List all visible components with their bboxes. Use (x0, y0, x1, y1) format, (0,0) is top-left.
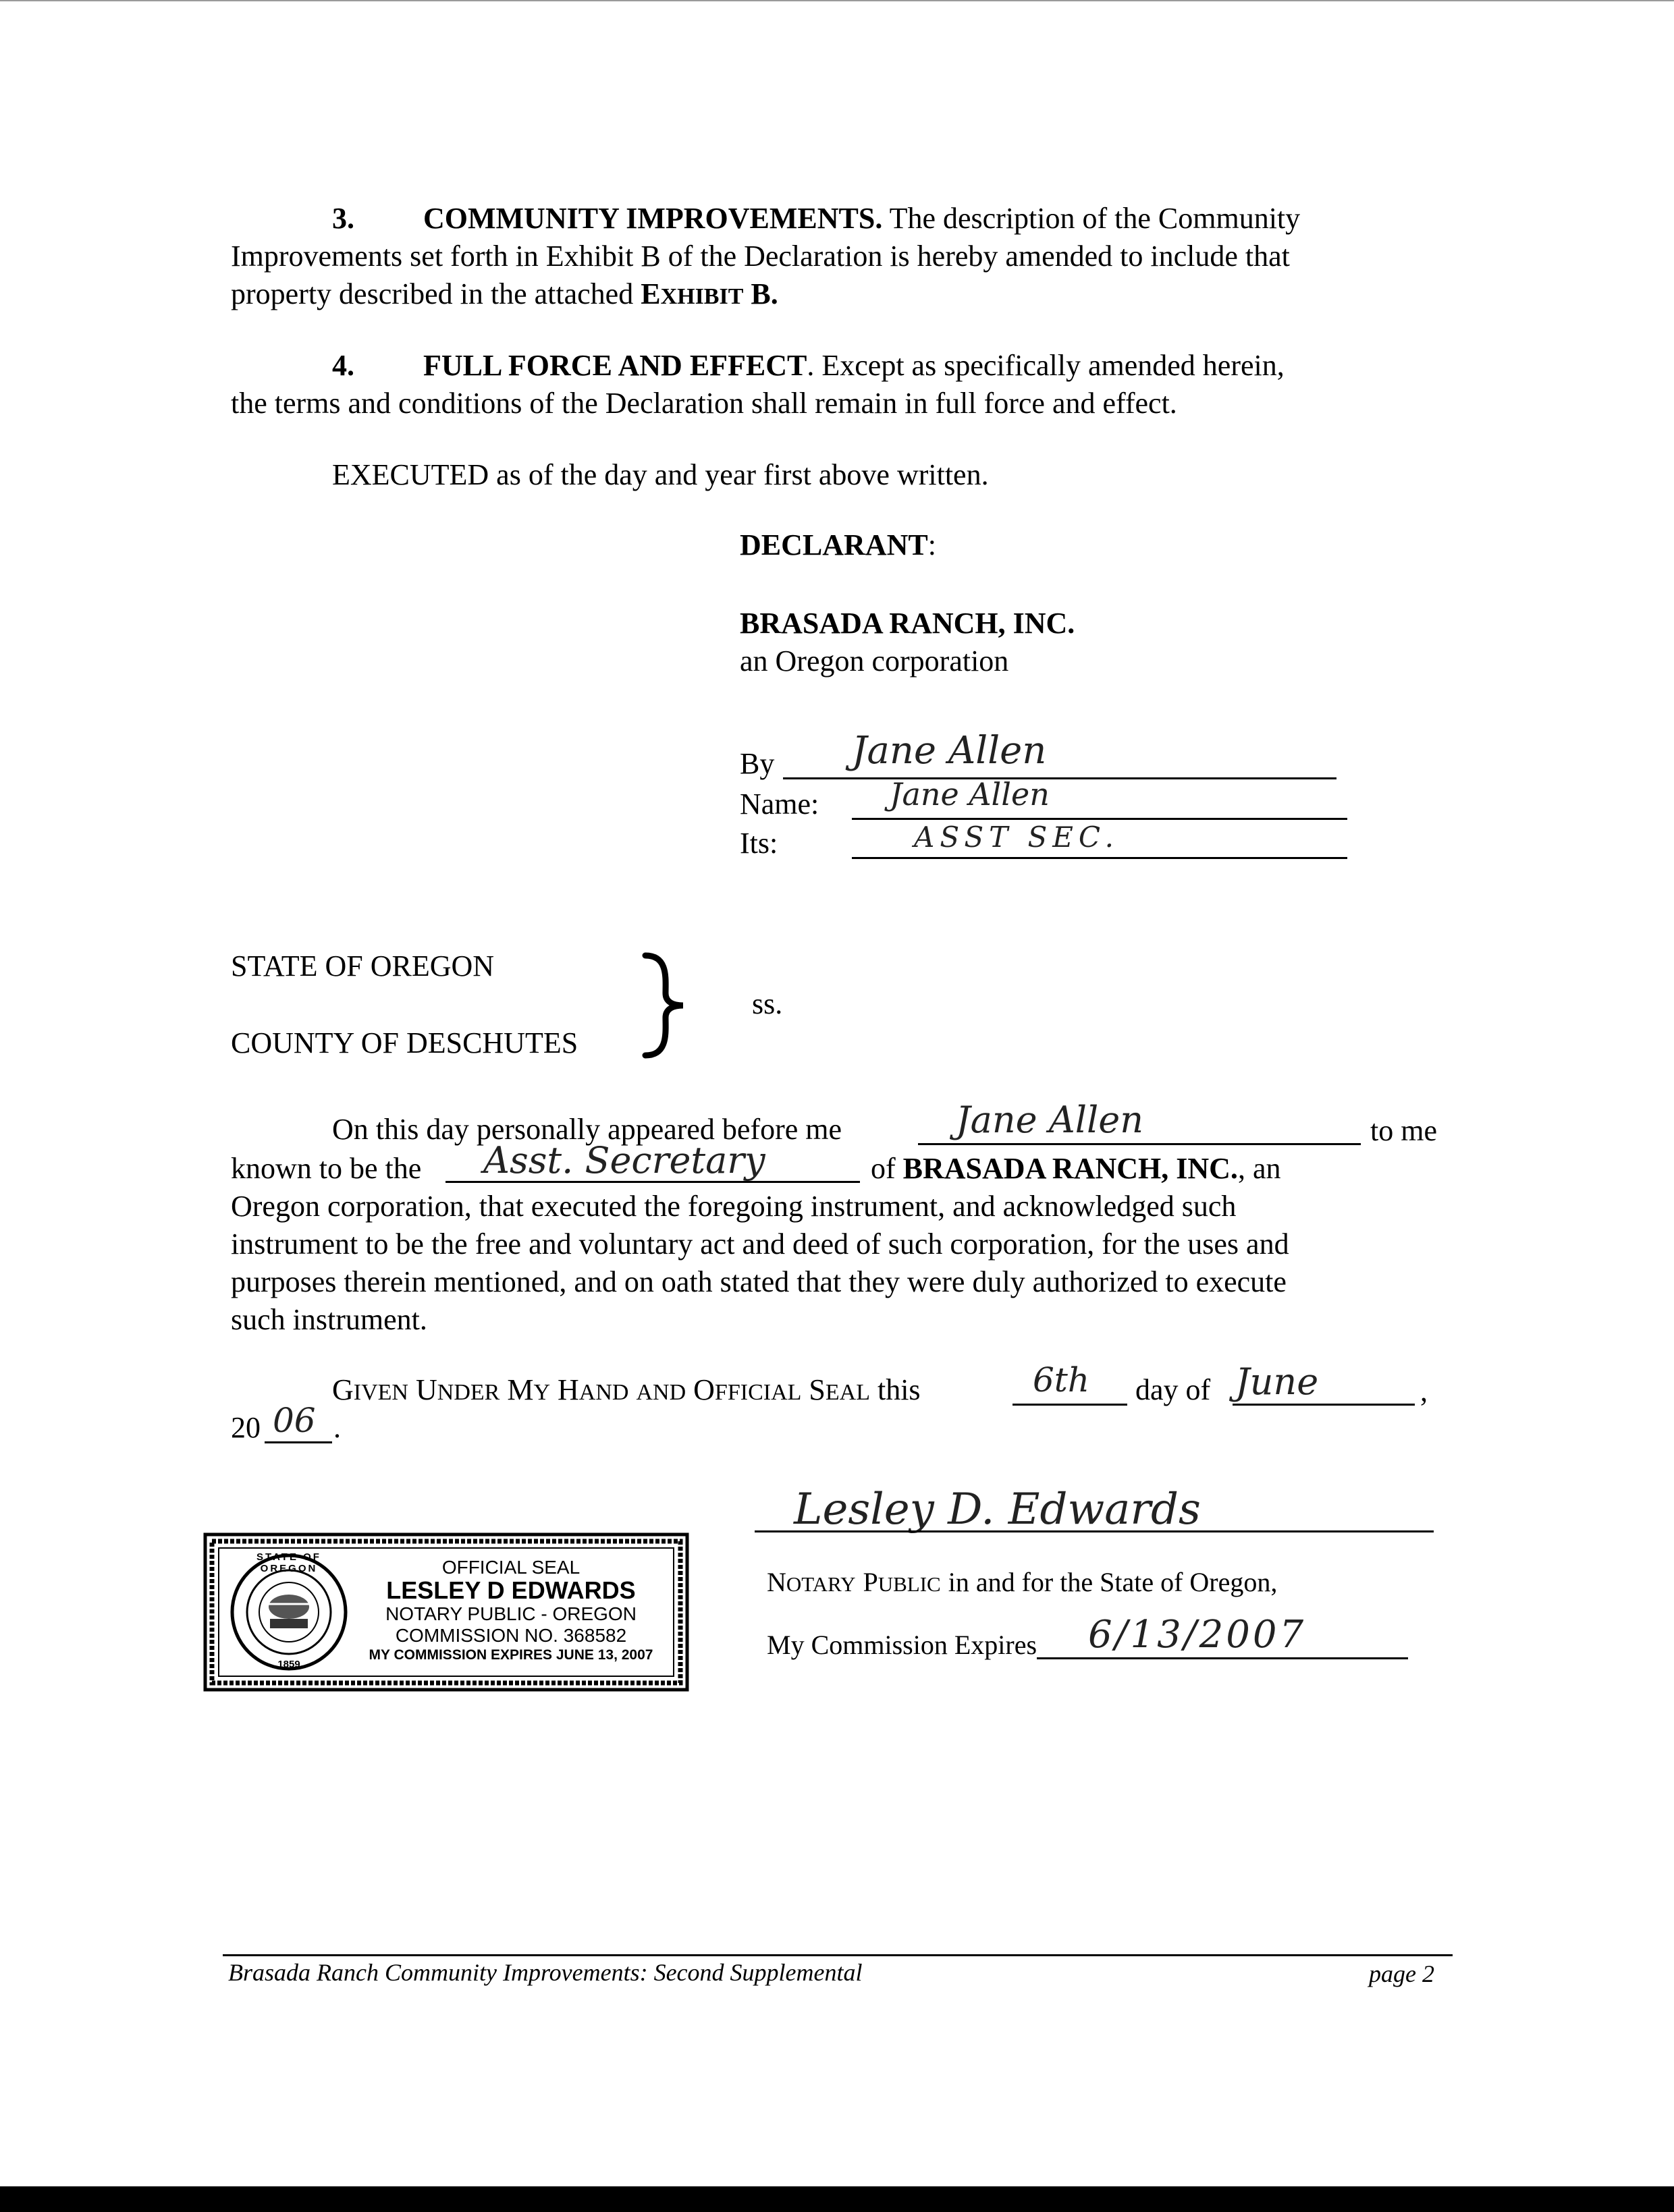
section-4-heading: FULL FORCE AND EFFECT (423, 349, 807, 382)
commission-expires-label: My Commission Expires (767, 1630, 1037, 1660)
given-h: H (558, 1373, 579, 1406)
declarant-colon: : (927, 528, 936, 561)
commission-expires-line (1037, 1657, 1408, 1659)
its-line (852, 857, 1347, 859)
ack-title-value: Asst. Secretary (483, 1139, 765, 1182)
ack-line-2-start: known to be the (231, 1152, 422, 1185)
section-4-line-1 (231, 347, 1446, 385)
ack-line-2-end (871, 1150, 1280, 1188)
ack-line-6: such instrument. (231, 1303, 427, 1336)
section-3-number: 3. (332, 202, 354, 235)
given-s: S (809, 1373, 826, 1406)
declarant-name-value: Jane Allen (890, 776, 1050, 812)
given-day-value: 6th (1033, 1360, 1090, 1400)
given-year-value: 06 (273, 1401, 316, 1440)
scan-top-edge (0, 0, 1674, 1)
declarant-company (740, 605, 1075, 642)
notary-ublic: UBLIC (878, 1572, 941, 1596)
given-line (332, 1371, 921, 1412)
ack-line-4: instrument to be the free and voluntary act and deed of such corporation, for the uses and (231, 1227, 1289, 1261)
ack-line-1-start: On this day personally appeared before me (332, 1113, 842, 1146)
given-year-prefix: 20 (231, 1411, 261, 1444)
given-and: AND (578, 1380, 629, 1405)
section-3-line-2: Improvements set forth in Exhibit B of the Declaration is hereby amended to include that (231, 240, 1290, 273)
given-m: M (507, 1373, 534, 1406)
seal-line-1: NOTARY PUBLIC - OREGON (385, 1603, 637, 1624)
notary-public-line (767, 1563, 1277, 1603)
given-u: U (415, 1373, 437, 1406)
given-y: Y (533, 1380, 551, 1405)
declarant-its-value: ASST SEC. (914, 821, 1119, 854)
exhibit-e: E (641, 277, 661, 310)
name-label: Name: (740, 787, 819, 821)
section-4-text-1: . Except as specifically amended herein, (807, 349, 1285, 382)
declarant-company-type: an Oregon corporation (740, 644, 1009, 678)
notary-p: P (863, 1567, 878, 1597)
given-iven: IVEN (353, 1380, 408, 1405)
declarant-heading (740, 526, 936, 564)
section-3-heading: COMMUNITY IMPROVEMENTS. (423, 202, 883, 235)
exhibit-b: B. (751, 277, 778, 310)
footer-page: page 2 (1369, 1960, 1434, 1987)
seal-title: OFFICIAL SEAL (441, 1557, 580, 1578)
seal-name: LESLEY D EDWARDS (386, 1576, 636, 1604)
section-4 (231, 347, 1446, 422)
ack-line-5: purposes therein mentioned, and on oath stated that they were duly authorized to execute (231, 1265, 1287, 1298)
emblem-text: STATE OF OREGON (256, 1551, 321, 1574)
given-fficial: FFICIAL (714, 1380, 802, 1405)
given-year-line (265, 1441, 332, 1443)
section-4-number: 4. (332, 349, 354, 382)
notary-rest: in and for the State of Oregon, (948, 1567, 1278, 1597)
ack-company: BRASADA RANCH, INC. (902, 1152, 1238, 1185)
ack-of: of (871, 1152, 896, 1185)
venue-brace (633, 951, 707, 1059)
footer-title: Brasada Ranch Community Improvements: Second Supplemental (228, 1959, 863, 1986)
its-label: Its: (740, 827, 778, 860)
ack-person-line (918, 1143, 1361, 1145)
given-eal: EAL (825, 1380, 870, 1405)
name-line (852, 818, 1347, 820)
declarant-company-name: BRASADA RANCH, INC. (740, 607, 1075, 640)
venue-state: STATE OF OREGON (231, 949, 495, 983)
notary-n: N (767, 1567, 786, 1597)
executed-line: EXECUTED as of the day and year first above written. (332, 458, 989, 491)
commission-expires-value: 6/13/2007 (1088, 1613, 1307, 1657)
ack-person-value: Jane Allen (956, 1099, 1144, 1141)
given-month-value: June (1235, 1360, 1319, 1403)
footer-rule (223, 1954, 1453, 1956)
given-this: this (877, 1373, 921, 1406)
scan-bottom-edge (0, 2186, 1674, 2212)
given-month-line (1233, 1404, 1415, 1406)
seal-line-2: COMMISSION NO. 368582 (395, 1625, 627, 1646)
by-label: By (740, 747, 775, 780)
given-period: . (333, 1411, 341, 1444)
given-nder: NDER (437, 1380, 500, 1405)
declarant-label: DECLARANT (740, 528, 928, 561)
venue-ss: ss. (752, 987, 783, 1020)
ack-an: , an (1237, 1152, 1281, 1185)
venue-county: COUNTY OF DESCHUTES (231, 1026, 578, 1059)
emblem-year: 1859 (277, 1659, 300, 1670)
notary-signature: Lesley D. Edwards (794, 1485, 1201, 1534)
section-4-line-2: the terms and conditions of the Declaration shall remain in full force and effect. (231, 387, 1177, 420)
ack-body (231, 1188, 1446, 1339)
section-3 (231, 200, 1446, 316)
by-signature-line (783, 777, 1336, 779)
given-day-of: day of (1135, 1373, 1211, 1406)
seal-line-3: MY COMMISSION EXPIRES JUNE 13, 2007 (369, 1647, 653, 1663)
ack-line-3: Oregon corporation, that executed the foregoing instrument, and acknowledged such (231, 1190, 1237, 1223)
notary-signature-line (755, 1530, 1434, 1532)
given-and2: AND (636, 1380, 686, 1405)
declarant-signature: Jane Allen (852, 729, 1047, 773)
given-day-line (1013, 1404, 1127, 1406)
exhibit-b-ref (641, 277, 778, 310)
official-seal-stamp (202, 1532, 690, 1692)
notary-otary: OTARY (786, 1572, 856, 1596)
exhibit-rest: XHIBIT (660, 284, 744, 309)
ack-line-1-end: to me (1370, 1114, 1437, 1147)
section-3-line-3 (231, 275, 1446, 316)
seal-text-block (352, 1557, 670, 1664)
section-3-text-3: property described in the attached (231, 277, 634, 310)
section-3-text-1: The description of the Community (889, 202, 1301, 235)
given-comma: , (1420, 1375, 1428, 1408)
section-3-line-1 (231, 200, 1446, 238)
given-g: G (332, 1373, 354, 1406)
given-o: O (693, 1373, 715, 1406)
